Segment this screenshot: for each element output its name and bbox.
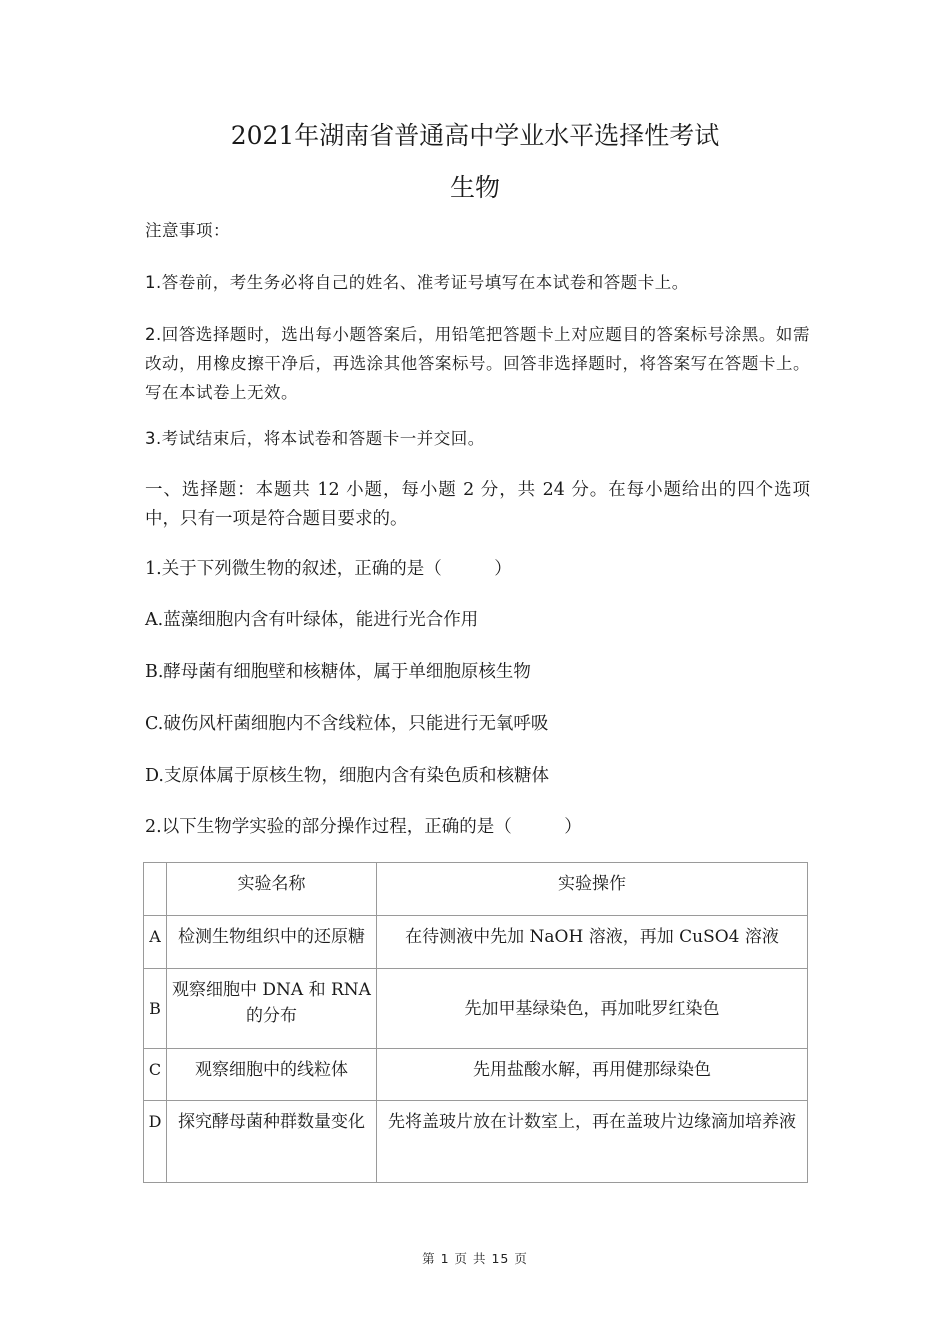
table-row bbox=[144, 1101, 808, 1183]
table-header-cell: 实验名称 bbox=[167, 863, 377, 916]
row-experiment-name: 探究酵母菌种群数量变化 bbox=[167, 1101, 377, 1183]
row-experiment-operation: 在待测液中先加 NaOH 溶液，再加 CuSO4 溶液 bbox=[377, 916, 808, 969]
page-footer: 第 1 页 共 15 页 bbox=[422, 1251, 528, 1266]
row-experiment-operation: 先将盖玻片放在计数室上，再在盖玻片边缘滴加培养液 bbox=[377, 1101, 808, 1183]
experiment-table bbox=[143, 862, 808, 1183]
question-1-option-c: C.破伤风杆菌细胞内不含线粒体，只能进行无氧呼吸 bbox=[145, 714, 549, 734]
row-letter: D bbox=[144, 1101, 167, 1183]
section-intro: 一、选择题：本题共 12 小题，每小题 2 分，共 24 分。在每小题给出的四个选项中，只有一项是符合题目要求的。 bbox=[145, 480, 810, 529]
table-row bbox=[144, 1049, 808, 1101]
notice-item-3: 3.考试结束后，将本试卷和答题卡一并交回。 bbox=[145, 429, 485, 448]
row-letter: A bbox=[144, 916, 167, 969]
notice-heading: 注意事项： bbox=[145, 221, 230, 240]
row-experiment-name: 观察细胞中的线粒体 bbox=[167, 1049, 377, 1101]
exam-subject: 生物 bbox=[449, 173, 500, 202]
question-1-option-d: D.支原体属于原核生物，细胞内含有染色质和核糖体 bbox=[145, 766, 549, 786]
row-letter: C bbox=[144, 1049, 167, 1101]
table-header-cell: 实验操作 bbox=[377, 863, 808, 916]
row-experiment-name: 观察细胞中 DNA 和 RNA 的分布 bbox=[167, 969, 377, 1049]
row-experiment-operation: 先用盐酸水解，再用健那绿染色 bbox=[377, 1049, 808, 1101]
question-2-stem: 2.以下生物学实验的部分操作过程，正确的是（ ） bbox=[145, 817, 582, 837]
notice-item-2: 2.回答选择题时，选出每小题答案后，用铅笔把答题卡上对应题目的答案标号涂黑。如需改动，用橡皮擦干净后，再选涂其他答案标号。回答非选择题时，将答案写在答题卡上。写在本试卷上无效。 bbox=[145, 325, 810, 402]
question-1-option-a: A.蓝藻细胞内含有叶绿体，能进行光合作用 bbox=[145, 610, 479, 630]
table-header-row bbox=[144, 863, 808, 916]
row-experiment-operation: 先加甲基绿染色，再加吡罗红染色 bbox=[377, 969, 808, 1049]
question-1-stem: 1.关于下列微生物的叙述，正确的是（ ） bbox=[145, 559, 512, 579]
table-row bbox=[144, 969, 808, 1049]
row-letter: B bbox=[144, 969, 167, 1049]
row-experiment-name: 检测生物组织中的还原糖 bbox=[167, 916, 377, 969]
table-header-cell bbox=[144, 863, 167, 916]
exam-title: 2021年湖南省普通高中学业水平选择性考试 bbox=[230, 121, 720, 150]
table-row bbox=[144, 916, 808, 969]
question-1-option-b: B.酵母菌有细胞壁和核糖体，属于单细胞原核生物 bbox=[145, 662, 531, 682]
notice-item-1: 1.答卷前，考生务必将自己的姓名、准考证号填写在本试卷和答题卡上。 bbox=[145, 273, 689, 292]
